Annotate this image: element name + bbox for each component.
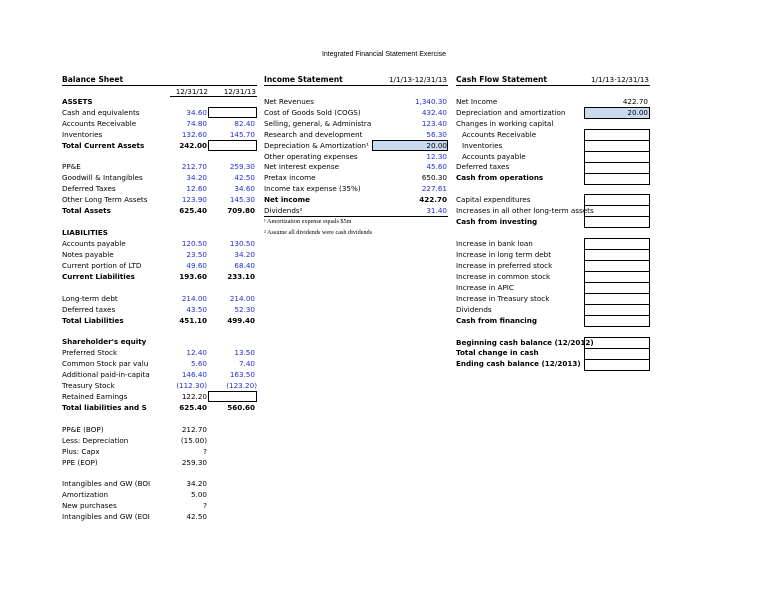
bs-col2-header: 12/31/13 <box>223 87 256 96</box>
ppe-value[interactable]: 259.30 <box>181 458 207 467</box>
cf-label: Accounts payable <box>462 152 526 161</box>
bs-value[interactable]: 163.50 <box>229 370 255 379</box>
cf-value[interactable]: 422.70 <box>622 97 648 106</box>
bs-value[interactable]: 233.10 <box>227 272 255 281</box>
is-label: Net income <box>264 195 310 204</box>
cf-label: Beginning cash balance (12/2012) <box>456 338 594 347</box>
is-value[interactable]: 1,340.30 <box>414 97 447 106</box>
bs-label: Other Long Term Assets <box>62 195 148 204</box>
bs-value[interactable]: 212.70 <box>181 162 207 171</box>
is-label: Selling, general, & Administra <box>264 119 372 128</box>
is-value[interactable]: 432.40 <box>421 108 447 117</box>
gw-label: Intangibles and GW (EOI <box>62 512 150 521</box>
gw-value[interactable]: ? <box>203 501 207 510</box>
bs-label: Total liabilities and S <box>62 403 147 412</box>
cf-label: Net Income <box>456 97 498 106</box>
gw-label: Intangibles and GW (BOI <box>62 479 151 488</box>
answer-cell[interactable] <box>208 140 257 151</box>
bs-value[interactable]: 34.20 <box>186 173 207 182</box>
is-label: Income tax expense (35%) <box>264 184 361 193</box>
bs-label: Additional paid-in-capita <box>62 370 150 379</box>
cash-flow-period: 1/1/13-12/31/13 <box>590 75 649 84</box>
is-value[interactable]: 227.61 <box>421 184 447 193</box>
bs-value[interactable]: 68.40 <box>234 261 255 270</box>
ppe-value[interactable]: 212.70 <box>181 425 207 434</box>
cf-label: Dividends <box>456 305 492 314</box>
ppe-value[interactable]: (15.00) <box>180 436 207 445</box>
ppe-label: Plus: Capx <box>62 447 100 456</box>
answer-cell[interactable] <box>584 216 650 228</box>
bs-label: Cash and equivalents <box>62 108 140 117</box>
is-value[interactable]: 422.70 <box>419 195 447 204</box>
cf-label: Accounts Receivable <box>462 130 537 139</box>
bs-value[interactable]: 625.40 <box>179 403 207 412</box>
col-header-rule <box>170 96 257 97</box>
bs-label: Preferred Stock <box>62 348 118 357</box>
header-rule <box>62 85 257 86</box>
bs-value[interactable]: 214.00 <box>181 294 207 303</box>
is-label: Net interest expense <box>264 162 340 171</box>
bs-value[interactable]: 13.50 <box>234 348 255 357</box>
cf-value[interactable]: 20.00 <box>627 108 648 117</box>
ppe-label: PPE (EOP) <box>62 458 98 467</box>
is-value[interactable]: 56.30 <box>426 130 447 139</box>
gw-label: Amortization <box>62 490 109 499</box>
bs-value[interactable]: 34.60 <box>234 184 255 193</box>
bs-value[interactable]: 625.40 <box>179 206 207 215</box>
cash-flow-header: Cash Flow Statement <box>456 75 548 84</box>
bs-value[interactable]: 132.60 <box>181 130 207 139</box>
is-label: Cost of Goods Sold (COGS) <box>264 108 361 117</box>
bs-value[interactable]: (112.30) <box>176 381 207 390</box>
cf-label: Increase in long term debt <box>456 250 552 259</box>
gw-value[interactable]: 5.00 <box>190 490 207 499</box>
header-rule <box>264 85 448 86</box>
bs-label: Accounts payable <box>62 239 126 248</box>
bs-col1-header: 12/31/12 <box>175 87 208 96</box>
bs-value[interactable]: 12.60 <box>186 184 207 193</box>
is-label: Other operating expenses <box>264 152 358 161</box>
is-value[interactable]: 31.40 <box>426 206 447 215</box>
cf-label: Increase in common stock <box>456 272 551 281</box>
bs-value[interactable]: 42.50 <box>234 173 255 182</box>
footnote-2: ² Assume all dividends were cash dividends <box>264 229 373 236</box>
bs-value[interactable]: 709.80 <box>227 206 255 215</box>
bs-value[interactable]: 451.10 <box>179 316 207 325</box>
bs-label: Total Current Assets <box>62 141 145 150</box>
bs-value[interactable]: 12.40 <box>186 348 207 357</box>
cf-label: Depreciation and amortization <box>456 108 566 117</box>
ppe-label: PP&E (BOP) <box>62 425 104 434</box>
bs-label: Accounts Receivable <box>62 119 137 128</box>
bs-value[interactable]: 120.50 <box>181 239 207 248</box>
cf-label: Ending cash balance (12/2013) <box>456 359 581 368</box>
is-label: Pretax income <box>264 173 316 182</box>
cf-label: Capital expenditures <box>456 195 531 204</box>
cf-label: Inventories <box>462 141 503 150</box>
cf-label: Cash from investing <box>456 217 538 226</box>
gw-value[interactable]: 34.20 <box>186 479 207 488</box>
gw-label: New purchases <box>62 501 117 510</box>
cf-label: Increases in all other long-term assets <box>456 206 594 215</box>
bs-value[interactable]: 43.50 <box>186 305 207 314</box>
bs-label: Notes payable <box>62 250 114 259</box>
bs-value[interactable]: 34.20 <box>234 250 255 259</box>
is-value[interactable]: 123.40 <box>421 119 447 128</box>
ppe-value[interactable]: ? <box>203 447 207 456</box>
bs-value[interactable]: 74.80 <box>186 119 207 128</box>
bs-label: Inventories <box>62 130 103 139</box>
is-label: Depreciation & Amortization¹ <box>264 141 369 150</box>
bs-value[interactable]: 5.60 <box>190 359 207 368</box>
bs-value[interactable]: 34.60 <box>186 108 207 117</box>
bs-label: Total Liabilities <box>62 316 124 325</box>
bs-label: Retained Earnings <box>62 392 128 401</box>
bs-value[interactable]: 214.00 <box>229 294 255 303</box>
bs-value[interactable]: 259.30 <box>229 162 255 171</box>
bs-value[interactable]: (123.20) <box>226 381 257 390</box>
cf-label: Increase in preferred stock <box>456 261 553 270</box>
cf-label: Cash from operations <box>456 173 544 182</box>
bs-value[interactable]: 130.50 <box>229 239 255 248</box>
cf-label: Increase in bank loan <box>456 239 533 248</box>
income-period: 1/1/13-12/31/13 <box>388 75 447 84</box>
equity-header: Shareholder's equity <box>62 337 147 346</box>
bs-value[interactable]: 23.50 <box>186 250 207 259</box>
bs-value[interactable]: 560.60 <box>227 403 255 412</box>
bs-label: Total Assets <box>62 206 111 215</box>
bs-label: Deferred taxes <box>62 305 116 314</box>
bs-value[interactable]: 123.90 <box>181 195 207 204</box>
bs-label: PP&E <box>62 162 81 171</box>
answer-cell[interactable] <box>208 391 257 402</box>
bs-value[interactable]: 145.70 <box>229 130 255 139</box>
cf-label: Deferred taxes <box>456 162 510 171</box>
cf-label: Changes in working capital <box>456 119 554 128</box>
bs-value[interactable]: 52.30 <box>234 305 255 314</box>
bs-value[interactable]: 122.20 <box>181 392 207 401</box>
bs-label: Common Stock par valu <box>62 359 149 368</box>
answer-cell[interactable] <box>584 315 650 327</box>
is-value[interactable]: 45.60 <box>426 162 447 171</box>
bs-value[interactable]: 146.40 <box>181 370 207 379</box>
is-value[interactable]: 20.00 <box>426 141 447 150</box>
page-title: Integrated Financial Statement Exercise <box>321 51 447 58</box>
footnote-1: ¹ Amortization expense equals $5m <box>264 218 352 225</box>
bs-value[interactable]: 49.60 <box>186 261 207 270</box>
assets-header: ASSETS <box>62 97 93 106</box>
answer-cell[interactable] <box>208 107 257 118</box>
is-label: Research and development <box>264 130 363 139</box>
cf-label: Increase in Treasury stock <box>456 294 550 303</box>
bs-label: Long-term debt <box>62 294 118 303</box>
is-value[interactable]: 650.30 <box>421 173 447 182</box>
bs-label: Current Liabilities <box>62 272 135 281</box>
cf-label: Cash from financing <box>456 316 538 325</box>
header-rule <box>456 85 650 86</box>
bs-label: Deferred Taxes <box>62 184 116 193</box>
cf-label: Increase in APIC <box>456 283 514 292</box>
bs-value[interactable]: 145.30 <box>229 195 255 204</box>
balance-sheet-header: Balance Sheet <box>62 75 124 84</box>
gw-value[interactable]: 42.50 <box>186 512 207 521</box>
answer-cell[interactable] <box>584 173 650 185</box>
liabilities-header: LIABILITIES <box>62 228 108 237</box>
is-label: Dividends² <box>264 206 303 215</box>
bs-value[interactable]: 7.40 <box>238 359 255 368</box>
bs-label: Goodwill & Intangibles <box>62 173 143 182</box>
bs-value[interactable]: 242.00 <box>179 141 207 150</box>
bs-value[interactable]: 82.40 <box>234 119 255 128</box>
income-statement-header: Income Statement <box>264 75 343 84</box>
answer-cell[interactable] <box>584 359 650 371</box>
is-label: Net Revenues <box>264 97 314 106</box>
bs-value[interactable]: 499.40 <box>227 316 255 325</box>
is-value[interactable]: 12.30 <box>426 152 447 161</box>
bs-value[interactable]: 193.60 <box>179 272 207 281</box>
ppe-label: Less: Depreciation <box>62 436 129 445</box>
bs-label: Treasury Stock <box>62 381 115 390</box>
bs-label: Current portion of LTD <box>62 261 142 270</box>
cf-label: Total change in cash <box>456 348 539 357</box>
